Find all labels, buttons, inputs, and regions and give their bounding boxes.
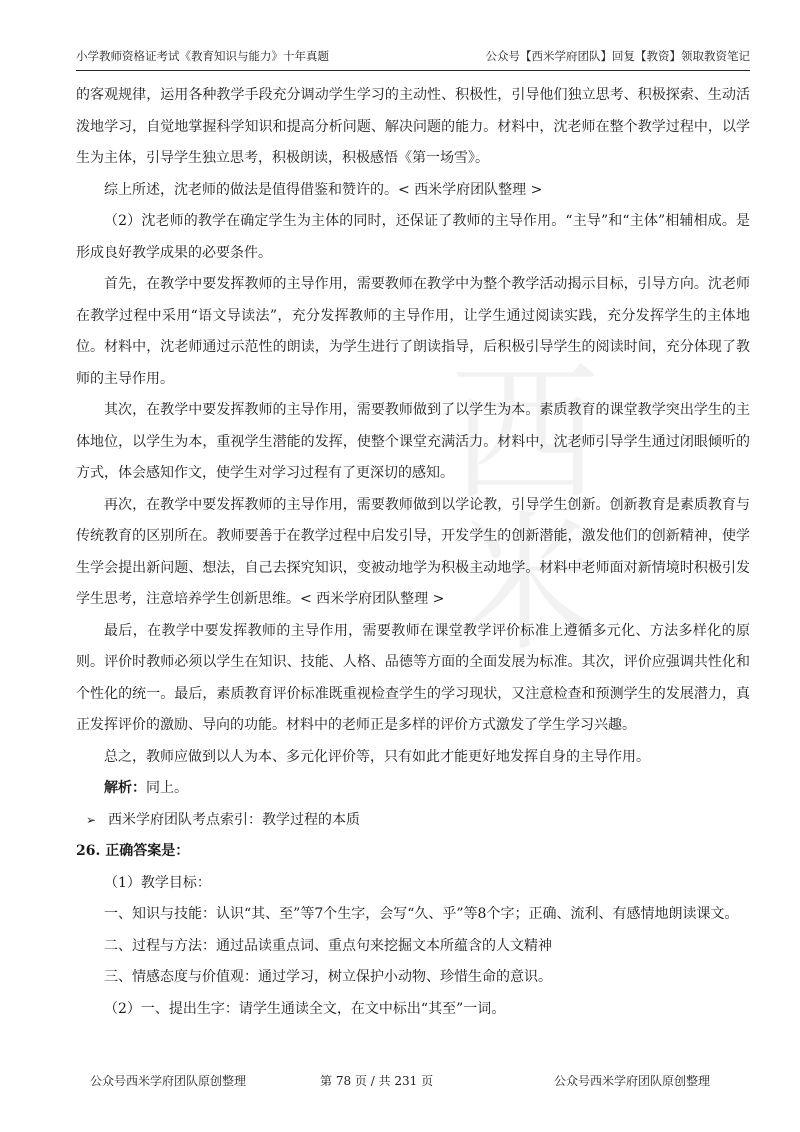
- index-bullet-text: 西米学府团队考点索引：教学过程的本质: [108, 811, 360, 828]
- analysis-label: 解析：: [104, 780, 146, 796]
- watermark: 西米: [450, 348, 601, 672]
- paragraph-conclusion: 总之，教师应做到以人为本、多元化评价等，只有如此才能更好地发挥自身的主导作用。: [104, 748, 650, 765]
- index-bullet: [76, 805, 750, 837]
- analysis-line: [76, 773, 750, 805]
- q26-process-methods: 二、过程与方法：通过品读重点词、重点句来挖掘文本所蕴含的人文精神: [104, 937, 552, 954]
- q26-knowledge-skills: 一、知识与技能：认识“其、至”等7个生字，会写“久、乎”等8个字；正确、流利、有感情地朗读课文。: [104, 906, 739, 922]
- analysis-text: 同上。: [146, 780, 188, 796]
- footer-right-text: 公众号西米学府团队原创整理: [553, 1074, 710, 1088]
- q26-emotion-values: 三、情感态度与价值观：通过学习，树立保护小动物、珍惜生命的意识。: [104, 969, 552, 985]
- q26-teaching-goals: （1）教学目标：: [104, 874, 211, 891]
- page-number: 第 78 页 / 共 231 页: [320, 1074, 434, 1088]
- footer-left-text: 公众号西米学府团队原创整理: [90, 1074, 247, 1088]
- q26-part2-intro: （2）一、提出生字：请学生通读全文，在文中标出“其至”一词。: [104, 1000, 506, 1017]
- page-content: [76, 80, 750, 1025]
- page-header: [76, 44, 750, 71]
- header-book-title: 小学教师资格证考试《教育知识与能力》十年真题: [76, 49, 329, 63]
- paragraph-last: 最后，在教学中要发挥教师的主导作用，需要教师在课堂教学评价标准上遵循多元化、方法多样化的原则。评价时教师必须以学生在知识、技能、人格、品德等方面的全面发展为标准。其次，评价应强调共性化和个性化的统一。最后，素质教育评价标准既重视检查学生的学习现状，又注意检查和预测学生的发展潜力，真正发挥评价的激励、导向的功能。材料中的老师正是多样的评价方式激发了学生学习兴趣。: [76, 622, 750, 733]
- paragraph-continuation: 的客观规律，运用各种教学手段充分调动学生学习的主动性、积极性，引导他们独立思考、积极探索、生动活泼地学习，自觉地掌握科学知识和提高分析问题、解决问题的能力。材料中，沈老师在整个教学过程中，以学生为主体，引导学生独立思考，积极朗读，积极感悟《第一场雪》。: [76, 87, 750, 166]
- question-26-heading: 26. 正确答案是：: [76, 843, 190, 859]
- paragraph-summary: 综上所述，沈老师的做法是值得借鉴和赞许的。< 西米学府团队整理 >: [104, 181, 543, 198]
- paragraph-third: 再次，在教学中要发挥教师的主导作用，需要教师做到以学论教，引导学生创新。创新教育是素质教育与传统教育的区别所在。教师要善于在教学过程中启发引导，开发学生的创新潜能，激发他们的创新精神，使学生学会提出新问题、想法，自己去探究知识，变被动地学为积极主动地学。材料中老师面对新情境时积极引发学生思考，注意培养学生创新思维。< 西米学府团队整理 >: [76, 496, 750, 607]
- arrow-bullet-icon: ➢: [86, 812, 97, 827]
- header-promo-text: 公众号【西米学府团队】回复【教资】领取教资笔记: [485, 49, 750, 63]
- paragraph-second: 其次，在教学中要发挥教师的主导作用，需要教师做到了以学生为本。素质教育的课堂教学突出学生的主体地位，以学生为本，重视学生潜能的发挥，使整个课堂充满活力。材料中，沈老师引导学生通过闭眼倾听的方式，体会感知作文，使学生对学习过程有了更深切的感知。: [76, 402, 750, 481]
- paragraph-first: 首先，在教学中要发挥教师的主导作用，需要教师在教学中为整个教学活动揭示目标，引导方向。沈老师在教学过程中采用“语文导读法”，充分发挥教师的主导作用，让学生通过阅读实践，充分发挥学生的主体地位。材料中，沈老师通过示范性的朗读，为学生进行了朗读指导，后积极引导学生的阅读时间，充分体现了教师的主导作用。: [76, 276, 750, 387]
- paragraph-part2-intro: （2）沈老师的教学在确定学生为主体的同时，还保证了教师的主导作用。“主导”和“主体”相辅相成。是形成良好教学成果的必要条件。: [76, 213, 750, 261]
